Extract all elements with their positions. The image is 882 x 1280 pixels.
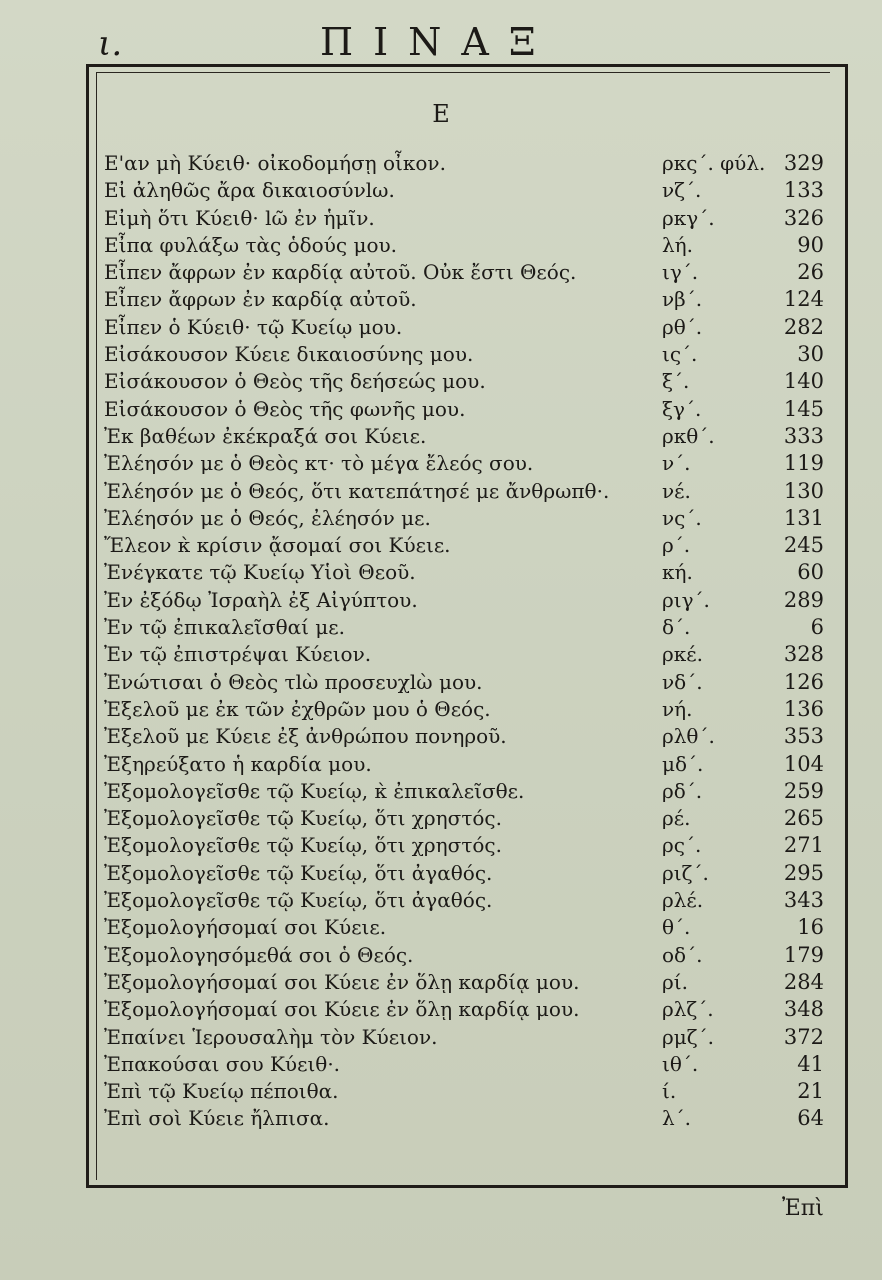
index-entry [100, 942, 840, 969]
entry-reference: ξ΄. [662, 369, 690, 394]
index-entry [100, 150, 840, 177]
entry-text: Εἰσάκουσον ὁ Θεὸς τῆς δεήσεώς μου. [104, 369, 486, 394]
index-entry [100, 887, 840, 914]
entry-text: Ἐλέησόν με ὁ Θεός, ἐλέησόν με. [104, 505, 431, 530]
index-entry [100, 969, 840, 996]
entry-page-number: 289 [783, 587, 824, 612]
catchword: Ἐπὶ [782, 1196, 824, 1221]
index-entries [100, 150, 840, 1133]
entry-text: Ἐξομολογήσομαί σοι Κύειε ἐν ὅλῃ καρδίᾳ μου. [104, 997, 580, 1022]
entry-text: Ἐξομολογεῖσθε τῷ Κυείῳ, ὅτι ἀγαθός. [104, 888, 493, 913]
entry-page-number: 284 [783, 969, 824, 994]
folio-number: ι. [98, 24, 123, 64]
entry-text: Εἶπεν ἄφρων ἐν καρδίᾳ αὐτοῦ. Οὐκ ἔστι Θεός. [104, 260, 577, 285]
entry-text: Ἐξηρεύξατο ἡ καρδία μου. [104, 751, 372, 776]
index-entry [100, 314, 840, 341]
entry-reference: ριζ΄. [662, 860, 709, 885]
entry-text: Ἔλεον κ̀ κρίσιν ᾄσομαί σοι Κύειε. [104, 533, 451, 558]
index-entry [100, 614, 840, 641]
entry-text: Ἐνώτισαι ὁ Θεὸς τlὼ προσευχlὼ μου. [104, 669, 483, 694]
entry-text: Ε'αν μὴ Κύειθ· οἰκοδομήσῃ οἶκον. [104, 151, 446, 175]
entry-text: Ἐλέησόν με ὁ Θεός, ὅτι κατεπάτησέ με ἄνθρωπθ·. [104, 478, 610, 503]
entry-reference: λή. [662, 232, 694, 257]
entry-reference: οδ΄. [662, 942, 703, 967]
entry-reference: ν΄. [662, 451, 691, 476]
entry-text: Ἐξομολογησόμεθά σοι ὁ Θεός. [104, 942, 414, 967]
entry-text: Ἐπὶ σοὶ Κύειε ἤλπισα. [104, 1106, 330, 1131]
entry-page-number: 131 [783, 505, 824, 530]
entry-reference: ρδ΄. [662, 778, 703, 803]
section-letter: Ε [432, 100, 450, 128]
entry-reference: νζ΄. [662, 178, 702, 203]
entry-reference: ριγ΄. [662, 587, 710, 612]
entry-reference: ξγ΄. [662, 396, 702, 421]
index-entry [100, 587, 840, 614]
entry-text: Ἐπὶ τῷ Κυείῳ πέποιθα. [104, 1079, 339, 1104]
entry-reference: νή. [662, 696, 693, 721]
index-entry [100, 860, 840, 887]
entry-reference: ί. [662, 1079, 677, 1104]
entry-text: Ἐξομολογεῖσθε τῷ Κυείῳ, ὅτι χρηστός. [104, 833, 502, 858]
entry-page-number: 140 [783, 369, 824, 394]
entry-reference: νέ. [662, 478, 691, 503]
entry-page-number: 126 [783, 669, 824, 694]
entry-reference: νς΄. [662, 505, 702, 530]
index-entry [100, 396, 840, 423]
entry-reference: ρκς΄. φύλ. [662, 151, 766, 175]
index-entry [100, 532, 840, 559]
entry-reference: νδ΄. [662, 669, 703, 694]
index-entry [100, 232, 840, 259]
entry-page-number: 348 [783, 997, 824, 1022]
entry-page-number: 372 [783, 1024, 824, 1049]
entry-reference: ις΄. [662, 342, 698, 367]
entry-text: Εἰσάκουσον Κύειε δικαιοσύνης μου. [104, 342, 474, 367]
entry-page-number: 60 [797, 560, 824, 585]
index-entry [100, 423, 840, 450]
index-entry [100, 205, 840, 232]
entry-reference: ιγ΄. [662, 260, 699, 285]
entry-reference: ρκέ. [662, 642, 703, 667]
entry-page-number: 329 [783, 151, 824, 175]
index-entry [100, 341, 840, 368]
index-entry [100, 996, 840, 1023]
entry-text: Εἶπεν ὁ Κύειθ· τῷ Κυείῳ μου. [104, 314, 403, 339]
entry-reference: ιθ΄. [662, 1051, 699, 1076]
index-entry [100, 1051, 840, 1078]
entry-page-number: 326 [783, 205, 824, 230]
entry-page-number: 333 [783, 423, 824, 448]
entry-text: Ἐπαίνει Ἱερουσαλὴμ τὸν Κύειον. [104, 1024, 438, 1049]
entry-text: Ἐν τῷ ἐπιστρέψαι Κύειον. [104, 642, 372, 667]
entry-page-number: 343 [783, 888, 824, 913]
entry-page-number: 133 [783, 178, 824, 203]
entry-page-number: 21 [797, 1079, 824, 1104]
entry-text: Εἰσάκουσον ὁ Θεὸς τῆς φωνῆς μου. [104, 396, 466, 421]
entry-text: Εἶπα φυλάξω τὰς ὁδούς μου. [104, 232, 397, 257]
entry-text: Ἐν τῷ ἐπικαλεῖσθαί με. [104, 615, 346, 640]
entry-reference: ρς΄. [662, 833, 702, 858]
frame-inner-rule-top [96, 72, 830, 73]
entry-reference: ρί. [662, 969, 688, 994]
index-entry [100, 1078, 840, 1105]
entry-page-number: 90 [797, 232, 824, 257]
index-entry [100, 723, 840, 750]
entry-reference: ρλθ΄. [662, 724, 715, 749]
entry-reference: ρκγ΄. [662, 205, 715, 230]
entry-page-number: 30 [797, 342, 824, 367]
entry-reference: ρέ. [662, 806, 691, 831]
page-title: ΠΙΝΑΞ [320, 20, 556, 64]
index-entry [100, 368, 840, 395]
entry-reference: ρ΄. [662, 533, 691, 558]
entry-text: Ἐξελοῦ με Κύειε ἐξ ἀνθρώπου πονηροῦ. [104, 724, 507, 749]
entry-text: Ἐξομολογήσομαί σοι Κύειε ἐν ὅλῃ καρδίᾳ μου. [104, 969, 580, 994]
entry-text: Ἐν ἐξόδῳ Ἰσραὴλ ἐξ Αἰγύπτου. [104, 587, 418, 612]
index-entry [100, 778, 840, 805]
entry-reference: λ΄. [662, 1106, 692, 1131]
entry-reference: θ΄. [662, 915, 691, 940]
entry-page-number: 104 [783, 751, 824, 776]
entry-page-number: 328 [783, 642, 824, 667]
entry-page-number: 145 [783, 396, 824, 421]
entry-page-number: 136 [783, 696, 824, 721]
entry-reference: δ΄. [662, 615, 691, 640]
entry-page-number: 64 [797, 1106, 824, 1131]
entry-page-number: 265 [783, 806, 824, 831]
entry-text: Ἐξομολογήσομαί σοι Κύειε. [104, 915, 387, 940]
entry-text: Ἐκ βαθέων ἐκέκραξά σοι Κύειε. [104, 423, 427, 448]
entry-page-number: 16 [797, 915, 824, 940]
entry-page-number: 6 [810, 615, 824, 640]
entry-text: Ἐξελοῦ με ἐκ τῶν ἐχθρῶν μου ὁ Θεός. [104, 696, 491, 721]
entry-reference: μδ΄. [662, 751, 704, 776]
index-entry [100, 259, 840, 286]
entry-page-number: 259 [783, 778, 824, 803]
entry-text: Ἐξομολογεῖσθε τῷ Κυείῳ, ὅτι ἀγαθός. [104, 860, 493, 885]
entry-text: Ἐπακούσαι σου Κύειθ·. [104, 1051, 341, 1076]
entry-page-number: 119 [783, 451, 824, 476]
index-entry [100, 1024, 840, 1051]
index-entry [100, 478, 840, 505]
entry-text: Εἰ ἀληθῶς ἄρα δικαιοσύνlω. [104, 178, 395, 203]
entry-page-number: 282 [783, 314, 824, 339]
index-entry [100, 286, 840, 313]
entry-page-number: 41 [797, 1051, 824, 1076]
entry-text: Εἰμὴ ὅτι Κύειθ· lῶ ἐν ἡμῖν. [104, 205, 375, 230]
entry-reference: νβ΄. [662, 287, 703, 312]
entry-text: Ἐνέγκατε τῷ Κυείῳ Υἱοὶ Θεοῦ. [104, 560, 416, 585]
entry-page-number: 26 [797, 260, 824, 285]
entry-page-number: 179 [783, 942, 824, 967]
index-entry [100, 805, 840, 832]
entry-reference: ρμζ΄. [662, 1024, 714, 1049]
index-entry [100, 505, 840, 532]
index-entry [100, 696, 840, 723]
entry-page-number: 130 [783, 478, 824, 503]
index-entry [100, 1105, 840, 1132]
index-entry [100, 751, 840, 778]
index-entry [100, 177, 840, 204]
entry-page-number: 271 [783, 833, 824, 858]
index-entry [100, 450, 840, 477]
entry-reference: ρθ΄. [662, 314, 703, 339]
index-entry [100, 641, 840, 668]
frame-inner-rule-left [96, 72, 97, 1180]
index-entry [100, 832, 840, 859]
entry-reference: κή. [662, 560, 693, 585]
entry-page-number: 353 [783, 724, 824, 749]
entry-reference: ρλέ. [662, 888, 704, 913]
entry-text: Εἶπεν ἄφρων ἐν καρδίᾳ αὐτοῦ. [104, 287, 417, 312]
entry-text: Ἐξομολογεῖσθε τῷ Κυείῳ, ὅτι χρηστός. [104, 806, 502, 831]
entry-page-number: 295 [783, 860, 824, 885]
index-entry [100, 914, 840, 941]
entry-page-number: 245 [783, 533, 824, 558]
index-entry [100, 559, 840, 586]
entry-reference: ρλζ΄. [662, 997, 714, 1022]
entry-reference: ρκθ΄. [662, 423, 715, 448]
index-entry [100, 669, 840, 696]
entry-text: Ἐλέησόν με ὁ Θεὸς κτ· τὸ μέγα ἔλεός σου. [104, 451, 534, 476]
entry-text: Ἐξομολογεῖσθε τῷ Κυείῳ, κ̀ ἐπικαλεῖσθε. [104, 778, 525, 803]
entry-page-number: 124 [783, 287, 824, 312]
